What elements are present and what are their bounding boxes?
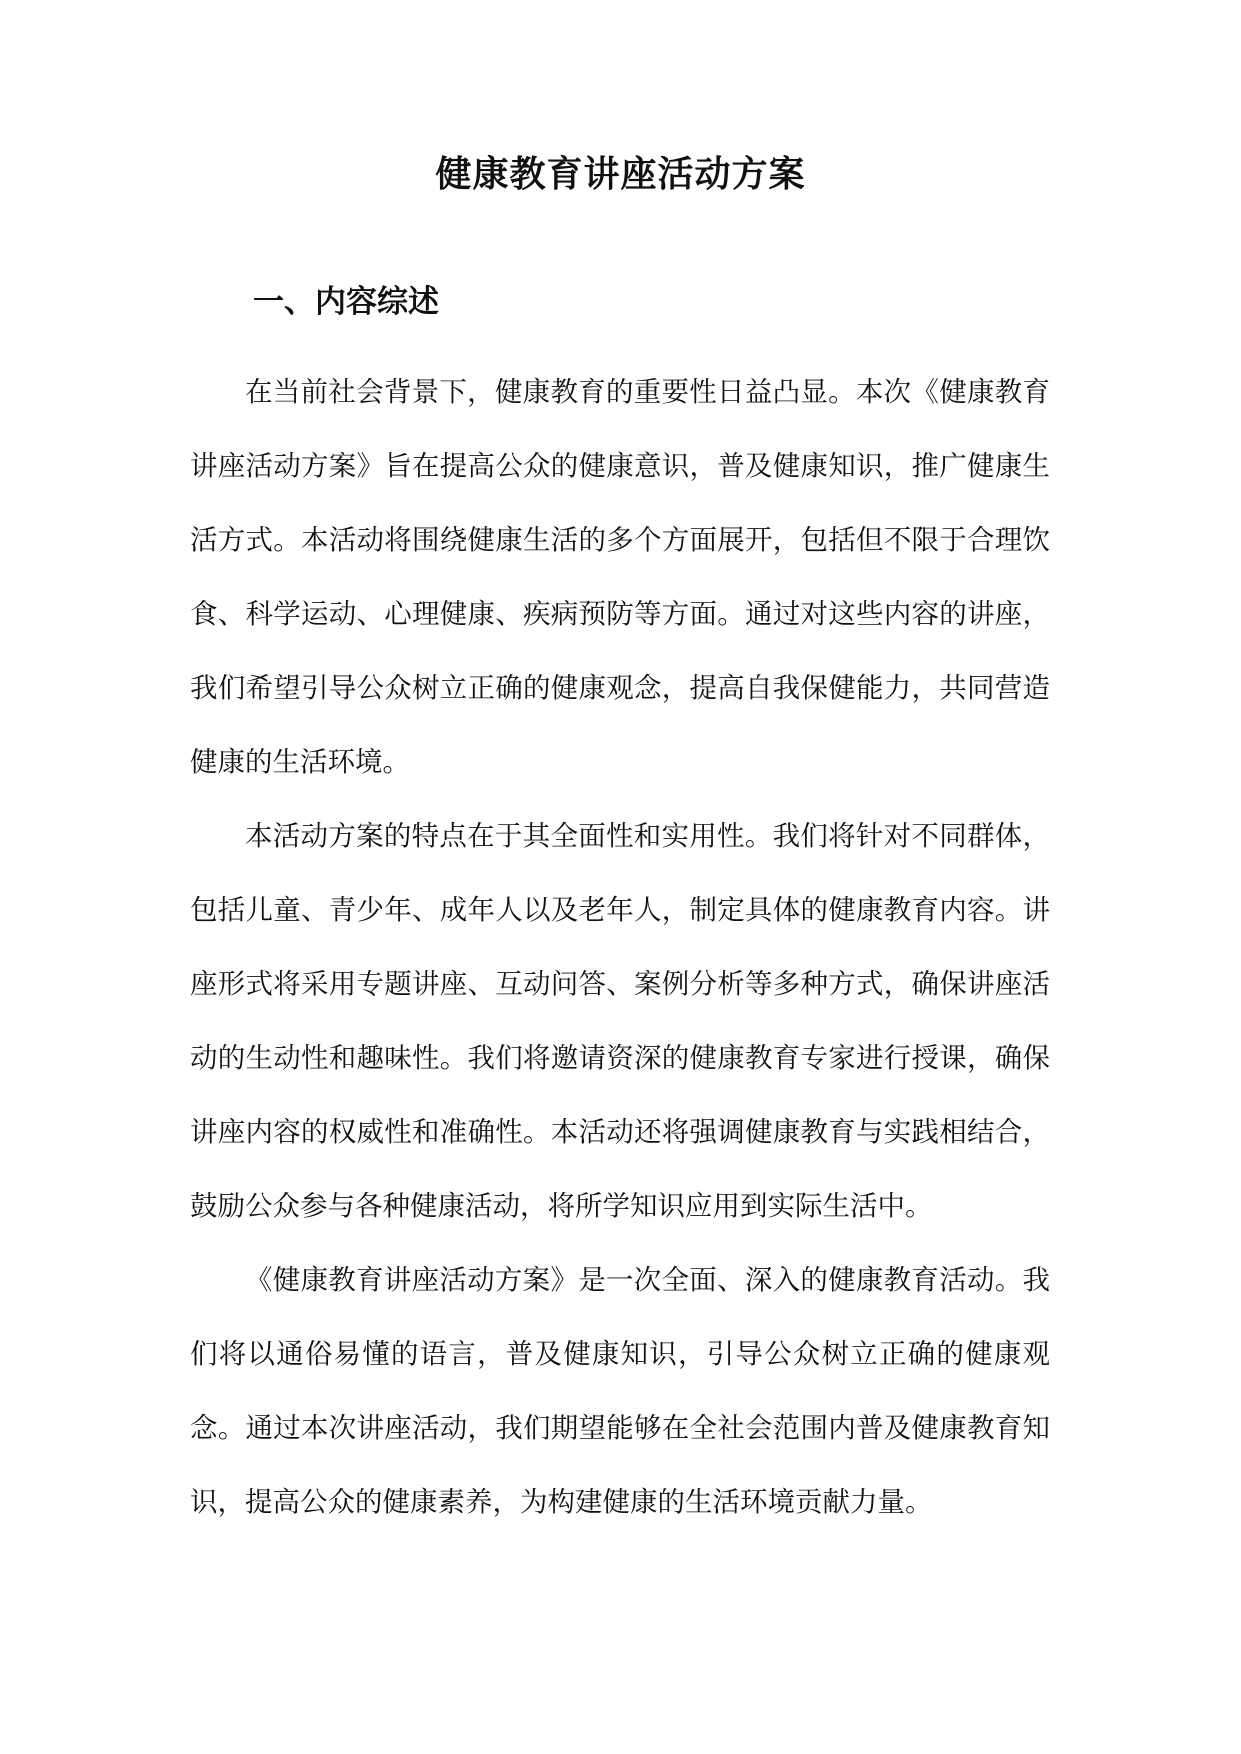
document-title: 健康教育讲座活动方案	[435, 153, 806, 195]
paragraph-summary: 《健康教育讲座活动方案》是一次全面、深入的健康教育活动。我们将以通俗易懂的语言，普及健康知识，引导公众树立正确的健康观念。通过本次讲座活动，我们期望能够在全社会范围内普及健康教育知识，提高公众的健康素养，为构建健康的生活环境贡献力量。	[190, 1264, 1050, 1518]
paragraph-features: 本活动方案的特点在于其全面性和实用性。我们将针对不同群体，包括儿童、青少年、成年人以及老年人，制定具体的健康教育内容。讲座形式将采用专题讲座、互动问答、案例分析等多种方式，确保讲座活动的生动性和趣味性。我们将邀请资深的健康教育专家进行授课，确保讲座内容的权威性和准确性。本活动还将强调健康教育与实践相结合，鼓励公众参与各种健康活动，将所学知识应用到实际生活中。	[190, 820, 1050, 1222]
paragraph-overview: 在当前社会背景下，健康教育的重要性日益凸显。本次《健康教育讲座活动方案》旨在提高公众的健康意识，普及健康知识，推广健康生活方式。本活动将围绕健康生活的多个方面展开，包括但不限于合理饮食、科学运动、心理健康、疾病预防等方面。通过对这些内容的讲座，我们希望引导公众树立正确的健康观念，提高自我保健能力，共同营造健康的生活环境。	[190, 376, 1050, 778]
section-heading: 一、内容综述	[253, 284, 439, 320]
